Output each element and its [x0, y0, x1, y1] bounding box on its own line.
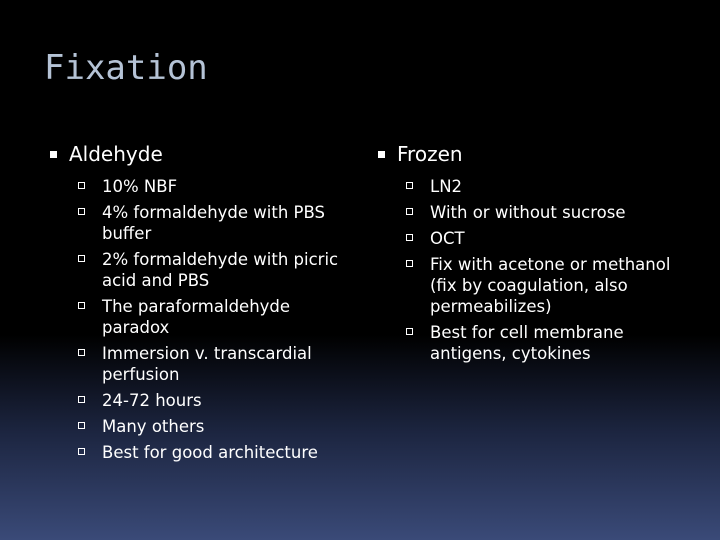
list-item-text: Immersion v. transcardial perfusion	[102, 344, 312, 384]
hollow-square-bullet-icon	[406, 182, 413, 189]
list-item	[406, 254, 688, 317]
right-list	[378, 176, 688, 364]
left-list	[50, 176, 350, 463]
left-heading-row	[50, 140, 350, 168]
hollow-square-bullet-icon	[78, 302, 85, 309]
list-item-text: 2% formaldehyde with picric acid and PBS	[102, 250, 339, 290]
list-item-text: 4% formaldehyde with PBS buffer	[102, 203, 326, 243]
list-item	[78, 390, 350, 411]
list-item-text: LN2	[430, 177, 463, 196]
list-item	[78, 176, 350, 197]
list-item-text: OCT	[430, 229, 465, 248]
list-item-text: Best for cell membrane antigens, cytokines	[430, 323, 624, 363]
hollow-square-bullet-icon	[406, 234, 413, 241]
list-item	[78, 442, 350, 463]
hollow-square-bullet-icon	[78, 255, 85, 262]
hollow-square-bullet-icon	[406, 260, 413, 267]
hollow-square-bullet-icon	[78, 396, 85, 403]
hollow-square-bullet-icon	[406, 208, 413, 215]
hollow-square-bullet-icon	[78, 208, 85, 215]
list-item-text: Best for good architecture	[102, 443, 318, 462]
list-item-text: 10% NBF	[102, 177, 178, 196]
hollow-square-bullet-icon	[78, 448, 85, 455]
left-column	[50, 140, 350, 468]
left-heading: Aldehyde	[69, 142, 163, 166]
list-item	[406, 228, 688, 249]
hollow-square-bullet-icon	[78, 349, 85, 356]
list-item	[406, 322, 688, 364]
right-column	[378, 140, 688, 369]
hollow-square-bullet-icon	[406, 328, 413, 335]
list-item	[78, 416, 350, 437]
slide-title: Fixation	[44, 48, 208, 88]
hollow-square-bullet-icon	[78, 422, 85, 429]
list-item	[78, 202, 350, 244]
list-item-text: The paraformaldehyde paradox	[102, 297, 291, 337]
list-item	[406, 176, 688, 197]
square-bullet-icon	[50, 151, 57, 158]
right-heading: Frozen	[397, 142, 463, 166]
right-heading-row	[378, 140, 688, 168]
list-item	[78, 343, 350, 385]
list-item	[78, 296, 350, 338]
list-item-text: Many others	[102, 417, 205, 436]
list-item	[406, 202, 688, 223]
square-bullet-icon	[378, 151, 385, 158]
list-item	[78, 249, 350, 291]
list-item-text: With or without sucrose	[430, 203, 626, 222]
list-item-text: 24-72 hours	[102, 391, 202, 410]
hollow-square-bullet-icon	[78, 182, 85, 189]
list-item-text: Fix with acetone or methanol (fix by coagulation, also permeabilizes)	[430, 255, 671, 316]
